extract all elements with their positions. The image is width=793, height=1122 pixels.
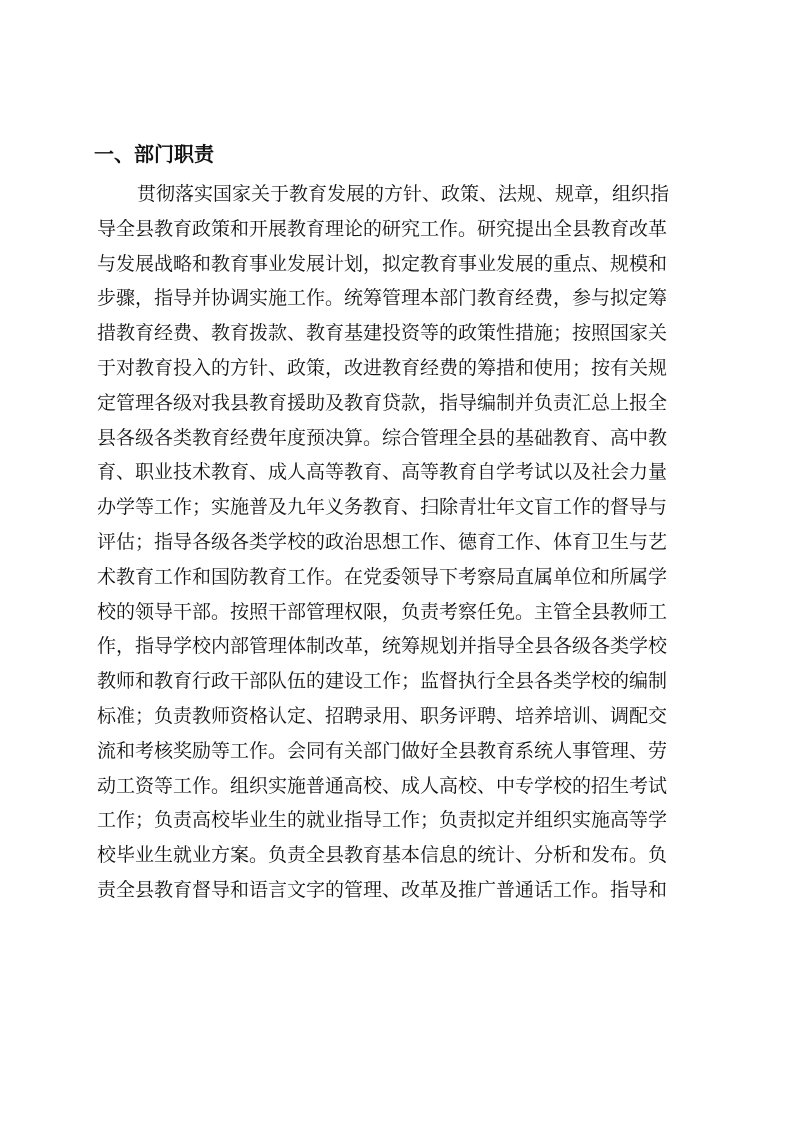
body-line: 办学等工作；实施普及九年义务教育、扫除青壮年文盲工作的督导与 [97, 496, 668, 519]
body-line: 措教育经费、教育拨款、教育基建投资等的政策性措施；按照国家关 [97, 322, 668, 345]
section-body [97, 177, 717, 908]
body-line: 于对教育投入的方针、政策，改进教育经费的筹措和使用；按有关规 [97, 356, 668, 379]
body-line: 流和考核奖励等工作。会同有关部门做好全县教育系统人事管理、劳 [97, 739, 668, 762]
body-line: 贯彻落实国家关于教育发展的方针、政策、法规、规章，组织指 [137, 183, 670, 205]
body-line: 标准；负责教师资格认定、招聘录用、职务评聘、培养培训、调配交 [97, 704, 668, 727]
body-line: 定管理各级对我县教育援助及教育贷款，指导编制并负责汇总上报全 [97, 391, 668, 414]
body-line: 育、职业技术教育、成人高等教育、高等教育自学考试以及社会力量 [97, 461, 668, 484]
body-line: 校的领导干部。按照干部管理权限，负责考察任免。主管全县教师工 [97, 600, 668, 623]
body-line: 教师和教育行政干部队伍的建设工作；监督执行全县各类学校的编制 [97, 670, 668, 693]
body-line: 术教育工作和国防教育工作。在党委领导下考察局直属单位和所属学 [97, 565, 668, 588]
body-line: 作，指导学校内部管理体制改革，统筹规划并指导全县各级各类学校 [97, 635, 668, 658]
section-heading: 一、部门职责 [94, 142, 214, 166]
body-line: 评估；指导各级各类学校的政治思想工作、德育工作、体育卫生与艺 [97, 530, 668, 553]
body-line: 县各级各类教育经费年度预决算。综合管理全县的基础教育、高中教 [97, 426, 668, 449]
body-line: 动工资等工作。组织实施普通高校、成人高校、中专学校的招生考试 [97, 774, 668, 797]
body-line: 责全县教育督导和语言文字的管理、改革及推广普通话工作。指导和 [97, 878, 668, 901]
body-line: 步骤，指导并协调实施工作。统筹管理本部门教育经费，参与拟定筹 [97, 287, 668, 310]
body-line: 导全县教育政策和开展教育理论的研究工作。研究提出全县教育改革 [97, 217, 668, 240]
body-line: 与发展战略和教育事业发展计划，拟定教育事业发展的重点、规模和 [97, 252, 668, 275]
body-line: 工作；负责高校毕业生的就业指导工作；负责拟定并组织实施高等学 [97, 809, 668, 832]
body-line: 校毕业生就业方案。负责全县教育基本信息的统计、分析和发布。负 [97, 844, 668, 867]
